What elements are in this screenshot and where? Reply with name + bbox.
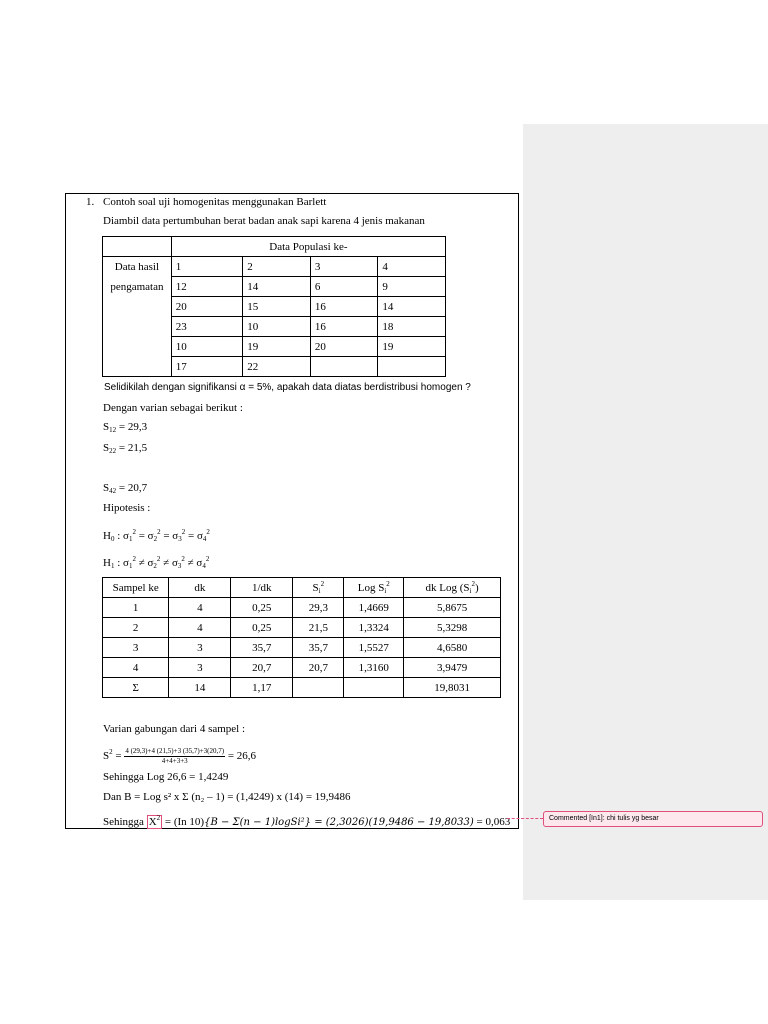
hipotesis-heading: Hipotesis : xyxy=(103,502,151,514)
table2-header: dk xyxy=(169,578,231,598)
table1-cell: 16 xyxy=(310,297,378,317)
pooled-denominator: 4+4+3+3 xyxy=(161,756,188,765)
h1-text: : σ xyxy=(114,557,129,569)
table2-cell: 35,7 xyxy=(231,638,293,658)
h0-subscript: 0 xyxy=(110,535,115,543)
comment-balloon[interactable] xyxy=(543,811,763,827)
pooled-variance-formula: $S^2$ = $\frac{4 (29,3)+4 (21,5)+3 (35,7)+3(20,7)}{4+4+3+3}$ = 26,6 xyxy=(103,746,257,765)
table1-label-spacer xyxy=(103,317,172,337)
table2-cell: 1,5527 xyxy=(344,638,404,658)
table2-cell: 3 xyxy=(103,638,169,658)
s4-label: S xyxy=(103,482,110,494)
chi-prefix: Sehingga xyxy=(103,816,147,828)
hypothesis-h1: $H_1$ : $\sigma_1^2 \ne \sigma_2^2 \ne \sigma_3^2 \ne \sigma_4^2$ xyxy=(103,555,210,570)
chi-result: = 0,063 xyxy=(473,816,511,828)
comment-label: Commented [In1]: xyxy=(549,815,605,822)
variance-s2 xyxy=(103,442,147,458)
table2-cell: 20,7 xyxy=(293,658,344,678)
table2-cell: 14 xyxy=(169,678,231,698)
table1-cell: 9 xyxy=(378,277,446,297)
table1-row-label-2: pengamatan xyxy=(103,277,172,297)
table1-cell: 4 xyxy=(378,257,446,277)
table2-cell: 4 xyxy=(169,598,231,618)
table1-cell: 16 xyxy=(310,317,378,337)
s4-value: = 20,7 xyxy=(116,482,148,494)
variance-s4 xyxy=(103,482,147,498)
table2-sum-symbol: Σ xyxy=(103,678,169,698)
pooled-fraction xyxy=(124,747,225,766)
table1-cell: 10 xyxy=(171,337,242,357)
table2-cell: 20,7 xyxy=(231,658,293,678)
population-data-table xyxy=(102,236,446,377)
table1-label-spacer xyxy=(103,297,172,317)
s2-subscript: 22 xyxy=(109,447,117,455)
comment-text: chi tulis yg besar xyxy=(604,815,659,822)
table2-cell: 35,7 xyxy=(293,638,344,658)
table2-cell: 1,17 xyxy=(231,678,293,698)
table1-cell: 20 xyxy=(171,297,242,317)
log-line: Sehingga Log 26,6 = 1,4249 xyxy=(103,771,229,783)
table1-cell: 22 xyxy=(243,357,311,377)
table2-cell xyxy=(293,678,344,698)
s2-value: = 21,5 xyxy=(116,442,148,454)
chi-symbol: X xyxy=(148,816,157,828)
table1-cell: 6 xyxy=(310,277,378,297)
table1-cell: 14 xyxy=(243,277,311,297)
table2-cell: 1,3324 xyxy=(344,618,404,638)
pooled-numerator: 4 (29,3)+4 (21,5)+3 (35,7)+3(20,7) xyxy=(125,746,225,755)
table1-cell: 23 xyxy=(171,317,242,337)
table2-cell: 19,8031 xyxy=(404,678,501,698)
table2-header-dk-log: dk Log $(S_i^2)$ xyxy=(404,578,501,598)
table2-header: 1/dk xyxy=(231,578,293,598)
table2-cell xyxy=(344,678,404,698)
b-line: Dan B = Log s² x Σ (n₂ – 1) = (1,4249) x (14) = 19,9486 xyxy=(103,791,351,803)
table2-cell: 3,9479 xyxy=(404,658,501,678)
table2-cell: 21,5 xyxy=(293,618,344,638)
table1-label-spacer xyxy=(103,337,172,357)
hypothesis-h0: $H_0$ : $\sigma_1^2 = \sigma_2^2 = \sigma_3^2 = \sigma_4^2$ xyxy=(103,528,210,543)
table1-cell xyxy=(310,357,378,377)
table2-cell: 5,8675 xyxy=(404,598,501,618)
question-text: Selidikilah dengan signifikansi α = 5%, apakah data diatas berdistribusi homogen ? xyxy=(104,382,471,393)
table1-cell: 17 xyxy=(171,357,242,377)
h0-text: : σ xyxy=(114,530,129,542)
table1-cell: 3 xyxy=(310,257,378,277)
table1-cell: 14 xyxy=(378,297,446,317)
h1-label: H xyxy=(103,557,111,569)
table1-corner-cell xyxy=(103,237,172,257)
item-number: 1. xyxy=(86,196,95,208)
table1-cell: 2 xyxy=(243,257,311,277)
table1-cell: 19 xyxy=(243,337,311,357)
s4-subscript: 42 xyxy=(109,487,117,495)
chi-square-line xyxy=(103,812,510,829)
table2-cell: 29,3 xyxy=(293,598,344,618)
variance-intro: Dengan varian sebagai berikut : xyxy=(103,402,243,414)
table2-cell: 2 xyxy=(103,618,169,638)
table2-cell: 4 xyxy=(169,618,231,638)
h0-label: H xyxy=(103,530,111,542)
h1-subscript: 1 xyxy=(110,562,115,570)
s1-value: = 29,3 xyxy=(116,421,148,433)
table2-header: Sampel ke xyxy=(103,578,169,598)
table2-cell: 1,3160 xyxy=(344,658,404,678)
table2-cell: 3 xyxy=(169,638,231,658)
table1-cell: 1 xyxy=(171,257,242,277)
table1-cell xyxy=(378,357,446,377)
s2-label: S xyxy=(103,442,110,454)
table2-header-log-si2: Log $S_i^2$ xyxy=(344,578,404,598)
table2-header-si2: $S_i^2$ xyxy=(293,578,344,598)
pooled-lhs: S xyxy=(103,750,110,762)
table2-cell: 1,4669 xyxy=(344,598,404,618)
variance-s1 xyxy=(103,421,147,437)
chi-symbol-highlight[interactable]: $X^2$ xyxy=(148,814,161,828)
table1-cell: 15 xyxy=(243,297,311,317)
doc-intro: Diambil data pertumbuhan berat badan anak sapi karena 4 jenis makanan xyxy=(103,215,425,227)
table2-cell: 3 xyxy=(169,658,231,678)
table1-row-label-1: Data hasil xyxy=(103,257,172,277)
table1-cell: 10 xyxy=(243,317,311,337)
chi-math: {B − Σ(n − 1)logSi²} = (2,3026)(19,9486 − 19,8033) xyxy=(204,817,474,828)
bartlett-table xyxy=(102,577,501,698)
table1-header: Data Populasi ke- xyxy=(171,237,445,257)
table1-label-spacer xyxy=(103,357,172,377)
comment-connector xyxy=(507,818,543,819)
table1-cell: 18 xyxy=(378,317,446,337)
s1-label: S xyxy=(103,421,110,433)
table2-cell: 4 xyxy=(103,658,169,678)
pooled-result: = 26,6 xyxy=(225,750,257,762)
table1-cell: 20 xyxy=(310,337,378,357)
s1-subscript: 12 xyxy=(109,426,117,434)
doc-title: Contoh soal uji homogenitas menggunakan Barlett xyxy=(103,196,327,208)
table2-cell: 1 xyxy=(103,598,169,618)
pooled-intro: Varian gabungan dari 4 sampel : xyxy=(103,723,246,735)
table2-cell: 0,25 xyxy=(231,598,293,618)
table2-cell: 4,6580 xyxy=(404,638,501,658)
chi-mid: = (In 10) xyxy=(162,816,205,828)
table1-cell: 19 xyxy=(378,337,446,357)
table2-cell: 5,3298 xyxy=(404,618,501,638)
table2-cell: 0,25 xyxy=(231,618,293,638)
table1-cell: 12 xyxy=(171,277,242,297)
comment-margin-pane xyxy=(523,124,768,900)
